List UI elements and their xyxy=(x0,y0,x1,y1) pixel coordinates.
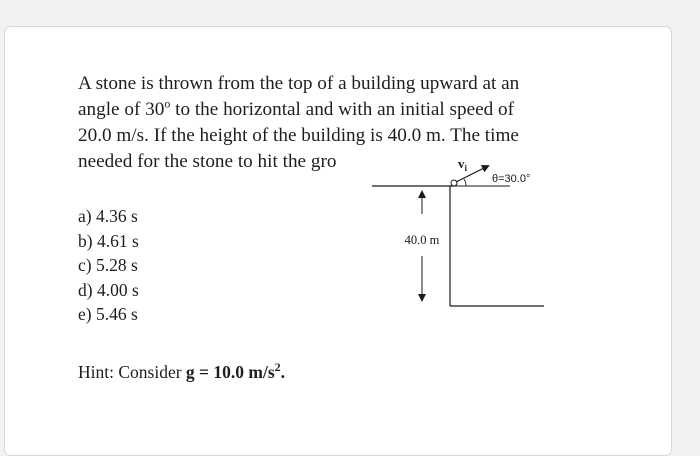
angle-arc xyxy=(464,179,466,186)
velocity-label: $v_i$ xyxy=(458,156,468,173)
question-line-2-start: angle of 30 xyxy=(78,99,165,120)
stone xyxy=(451,180,457,186)
question-line-1: A stone is thrown from the top of a building upward at an xyxy=(78,73,520,94)
hint-g-value: = 10.0 m/s xyxy=(194,362,275,382)
question-line-2 xyxy=(78,97,588,123)
angle-label: θ=30.0° xyxy=(492,173,531,185)
hint-g-exponent: 2 xyxy=(274,360,281,375)
hint-g-symbol: g xyxy=(185,362,195,382)
building-diagram xyxy=(370,152,550,312)
question-line-3: 20.0 m/s. If the height of the building is 40.0 m. The time xyxy=(78,125,519,146)
hint-text xyxy=(78,362,285,383)
hint-prefix: Hint: Consider xyxy=(78,362,186,382)
degree-mark: o xyxy=(164,96,171,111)
option-b[interactable]: b) 4.61 s xyxy=(78,230,139,251)
option-c[interactable]: c) 5.28 s xyxy=(78,255,138,275)
question-line-4: needed for the stone to hit the gro xyxy=(78,151,337,172)
question-line-2-end: to the horizontal and with an initial speed of xyxy=(170,99,515,120)
answer-options xyxy=(78,204,139,327)
hint-suffix: . xyxy=(280,362,286,382)
hint-gravity xyxy=(186,362,285,382)
option-e[interactable]: e) 5.46 s xyxy=(78,304,138,324)
height-label: 40.0 m xyxy=(404,233,440,247)
option-d[interactable]: d) 4.00 s xyxy=(78,279,139,300)
option-a[interactable]: a) 4.36 s xyxy=(78,206,138,226)
